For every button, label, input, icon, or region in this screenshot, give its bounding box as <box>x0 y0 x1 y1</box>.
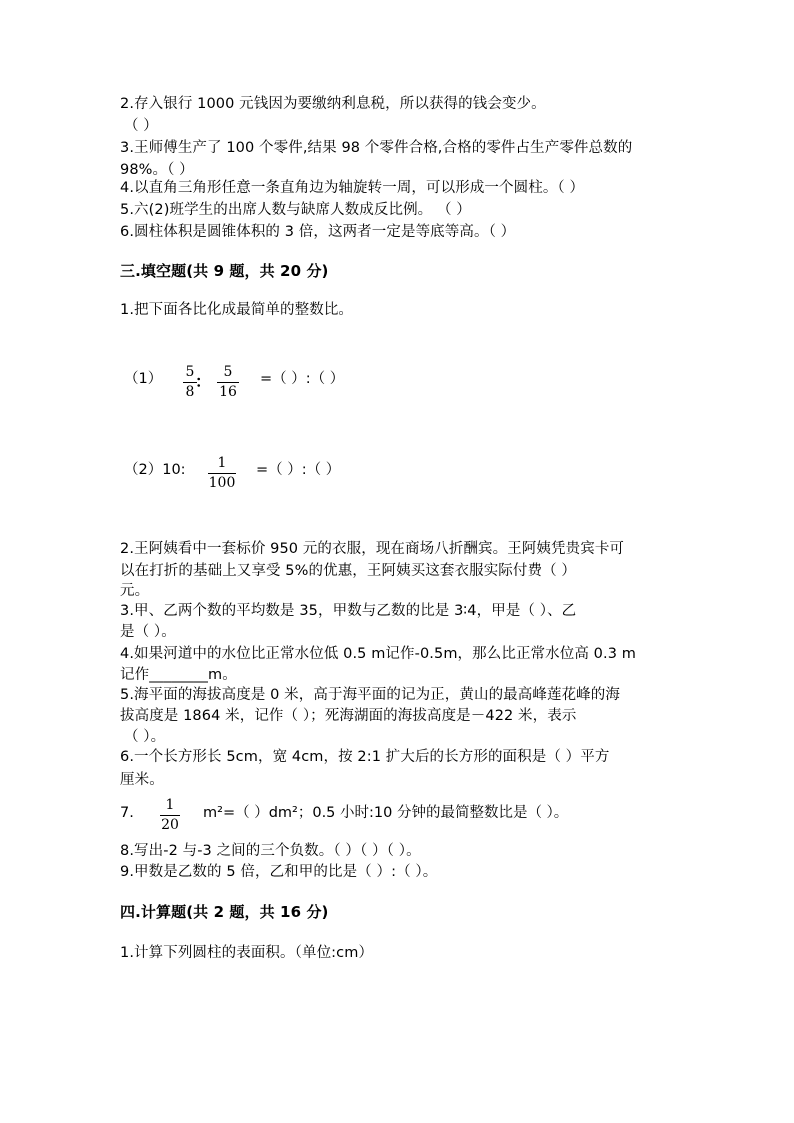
fraction-numerator: 5 <box>223 364 233 380</box>
fraction-numerator: 1 <box>165 797 175 813</box>
section3-q2-line2: 以在打折的基础上又享受 5%的优惠，王阿姨买这套衣服实际付费（ ） <box>120 563 577 579</box>
section3-q5-line2: 拔高度是 1864 米，记作（ ）；死海湖面的海拔高度是－422 米，表示 <box>120 708 577 724</box>
section4-q1: 1.计算下列圆柱的表面积。（单位:cm） <box>120 945 374 961</box>
section3-q5-line3: （ ）。 <box>124 729 166 745</box>
fraction-bar <box>217 382 239 383</box>
section3-q6-line1: 6.一个长方形长 5cm，宽 4cm，按 2:1 扩大后的长方形的面积是（ ）平方 <box>120 749 610 765</box>
fraction-denominator: 20 <box>161 817 179 833</box>
fraction-denominator: 100 <box>208 475 236 491</box>
section3-q9: 9.甲数是乙数的 5 倍，乙和甲的比是（ ）:（ ）。 <box>120 864 438 880</box>
q1-1-fraction-2 <box>217 364 239 401</box>
fraction-numerator: 5 <box>185 364 195 380</box>
q1-2-fraction <box>208 455 236 492</box>
q1-1-answer: =（ ）:（ ） <box>260 371 345 387</box>
judge-q4: 4.以直角三角形任意一条直角边为轴旋转一周，可以形成一个圆柱。（ ） <box>120 180 585 196</box>
section3-q4-line2: 记作________m。 <box>120 667 237 683</box>
section3-q2-line3: 元。 <box>120 583 150 599</box>
section4-title: 四.计算题(共 2 题，共 16 分) <box>120 903 329 921</box>
section3-q3-line1: 3.甲、乙两个数的平均数是 35，甲数与乙数的比是 3∶4，甲是（ ）、乙 <box>120 603 577 619</box>
section3-q7-rest: m²=（ ）dm²；0.5 小时:10 分钟的最简整数比是（ ）。 <box>203 805 569 821</box>
section3-q8: 8.写出-2 与-3 之间的三个负数。（ ）（ ）（ ）。 <box>120 843 421 859</box>
section3-q4-line1: 4.如果河道中的水位比正常水位低 0.5 m记作-0.5m，那么比正常水位高 0.3 m <box>120 646 636 662</box>
section3-q6-line2: 厘米。 <box>120 772 164 788</box>
section3-q3-line2: 是（ ）。 <box>120 624 176 640</box>
fraction-denominator: 16 <box>219 384 237 400</box>
section3-q5-line1: 5.海平面的海拔高度是 0 米，高于海平面的记为正，黄山的最高峰莲花峰的海 <box>120 687 620 703</box>
judge-q2-blank: （ ） <box>124 118 158 134</box>
judge-q2-line1: 2.存入银行 1000 元钱因为要缴纳利息税，所以获得的钱会变少。 <box>120 96 546 112</box>
fraction-bar <box>160 815 180 816</box>
section3-title: 三.填空题(共 9 题，共 20 分) <box>120 262 329 280</box>
q7-fraction <box>160 797 180 834</box>
judge-q3-line1: 3.王师傅生产了 100 个零件,结果 98 个零件合格,合格的零件占生产零件总数的 <box>120 140 633 156</box>
q1-2-answer: =（ ）:（ ） <box>256 462 341 478</box>
judge-q3-line2: 98%。（ ） <box>120 162 194 178</box>
section3-q1: 1.把下面各比化成最简单的整数比。 <box>120 302 354 318</box>
q1-1-colon: ： <box>195 372 212 391</box>
fraction-numerator: 1 <box>217 455 227 471</box>
q1-1-label: （1） <box>124 371 163 387</box>
section3-q2-line1: 2.王阿姨看中一套标价 950 元的衣服，现在商场八折酬宾。王阿姨凭贵宾卡可 <box>120 541 625 557</box>
fraction-bar <box>208 473 236 474</box>
judge-q6: 6.圆柱体积是圆锥体积的 3 倍，这两者一定是等底等高。（ ） <box>120 224 516 240</box>
fraction-denominator: 8 <box>185 384 195 400</box>
judge-q5: 5.六(2)班学生的出席人数与缺席人数成反比例。 （ ） <box>120 202 471 218</box>
q1-2-label: （2）10: <box>124 462 186 478</box>
section3-q7-label: 7. <box>120 805 134 821</box>
